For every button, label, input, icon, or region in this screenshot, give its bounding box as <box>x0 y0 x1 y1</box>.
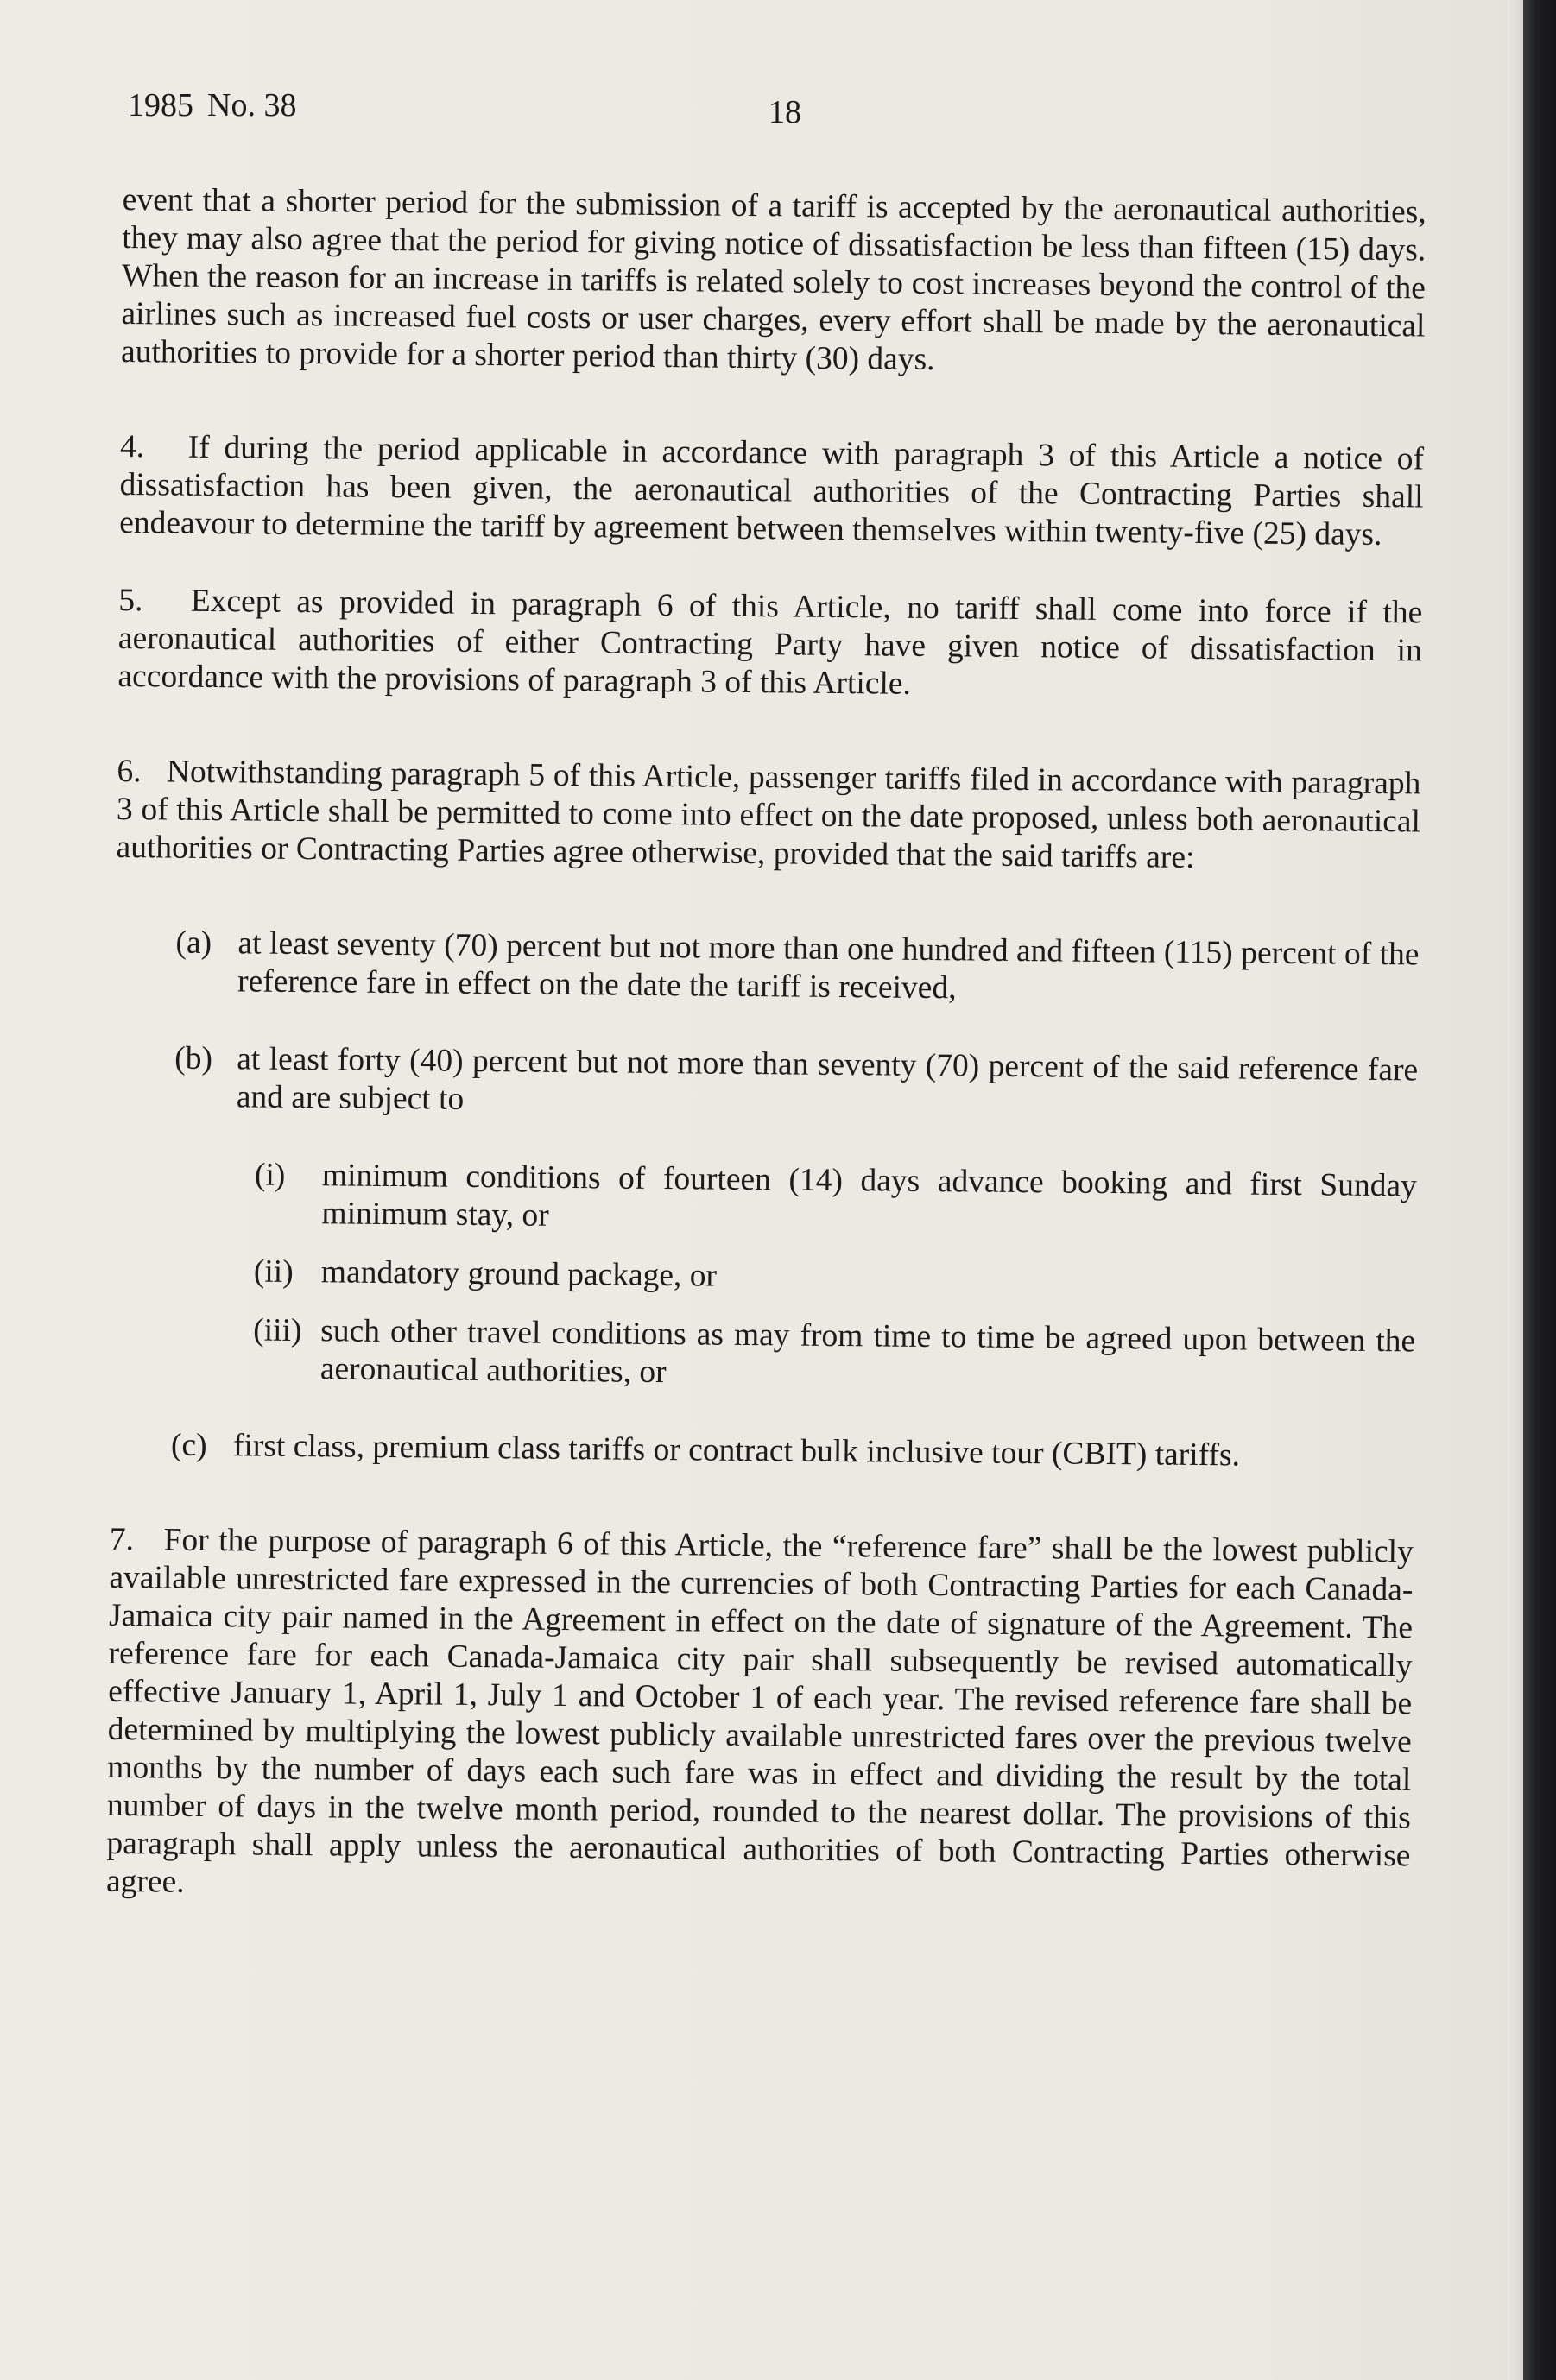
header-number: No. 38 <box>207 87 297 123</box>
paragraph-6: 6. Notwithstanding paragraph 5 of this Article, passenger tariffs filed in accordance with paragraph 3 of this Article shall be permitted to come into effect on the date proposed, unless both aeronautical authorities or Contracting Parties agree otherwise, provided that the said tariffs are: <box>116 753 1421 875</box>
subitem-label: (i) <box>254 1157 286 1193</box>
book-binding-edge <box>1523 0 1556 2380</box>
header-year: 1985 <box>128 87 193 123</box>
item-text: first class, premium class tariffs or contract bulk inclusive tour (CBIT) tariffs. <box>232 1428 1241 1474</box>
paragraph-3-continued: event that a shorter period for the submission of a tariff is accepted by the aeronautical authorities, they may also agree that the period for giving notice of dissatisfaction be less than fifteen (15) days. When the reason for an increase in tariffs is related solely to cost increases beyond the control of the airlines such as increased fuel costs or user charges, every effort shall be made by the aeronautical authorities to provide for a shorter period than thirty (30) days. <box>120 181 1426 378</box>
page-header <box>128 86 1423 138</box>
paragraph-6-item-b-i <box>112 1155 1417 1243</box>
subitem-text: mandatory ground package, or <box>320 1254 718 1294</box>
item-label: (a) <box>175 925 212 962</box>
subitem-text: minimum conditions of fourteen (14) days advance booking and first Sunday minimum stay, or <box>321 1158 1418 1234</box>
paragraph-4: 4. If during the period applicable in accordance with paragraph 3 of this Article a notice of dissatisfaction has been given, the aeronautical authorities of the Contracting Parties shall endeavour to determine the tariff by agreement between themselves within twenty-five (25) days. <box>119 428 1425 553</box>
item-text: at least forty (40) percent but not more than seventy (70) percent of the said reference fare and are subject to <box>236 1041 1419 1117</box>
page-number: 18 <box>769 94 801 130</box>
paragraph-6-item-b <box>114 1039 1419 1127</box>
item-label: (b) <box>174 1040 213 1077</box>
subitem-label: (ii) <box>253 1253 294 1290</box>
subitem-text: such other travel conditions as may from time to time be agreed upon between the aeronautical authorities, or <box>319 1313 1416 1391</box>
page-gutter-shadow <box>1508 0 1523 2380</box>
paragraph-5: 5. Except as provided in paragraph 6 of this Article, no tariff shall come into force if the aeronautical authorities of either Contracting Party have given notice of dissatisfaction in accordance with the provisions of paragraph 3 of this Article. <box>117 582 1423 702</box>
body-text <box>106 181 1426 1913</box>
paragraph-6-item-b-iii <box>111 1310 1416 1398</box>
item-label: (c) <box>170 1427 207 1464</box>
paragraph-6-item-a <box>115 924 1420 1012</box>
item-text: at least seventy (70) percent but not more than one hundred and fifteen (115) percent of the reference fare in effect on the date the tariff is received, <box>237 925 1420 1007</box>
subitem-label: (iii) <box>253 1312 302 1349</box>
paragraph-7: 7. For the purpose of paragraph 6 of this Article, the “reference fare” shall be the lowest publicly available unrestricted fare expressed in the currencies of both Contracting Parties for each Canada-Jamaica city pair named in the Agreement in effect on the date of signature of the Agreement. The reference fare for each Canada-Jamaica city pair shall subsequently be revised automatically effective January 1, April 1, July 1 and October 1 of each year. The revised reference fare shall be determined by multiplying the lowest publicly available unrestricted fares over the previous twelve months by the number of days each such fare was in effect and dividing the result by the total number of days in the twelve month period, rounded to the nearest dollar. The provisions of this paragraph shall apply unless the aeronautical authorities of both Contracting Parties otherwise agree. <box>105 1521 1414 1900</box>
